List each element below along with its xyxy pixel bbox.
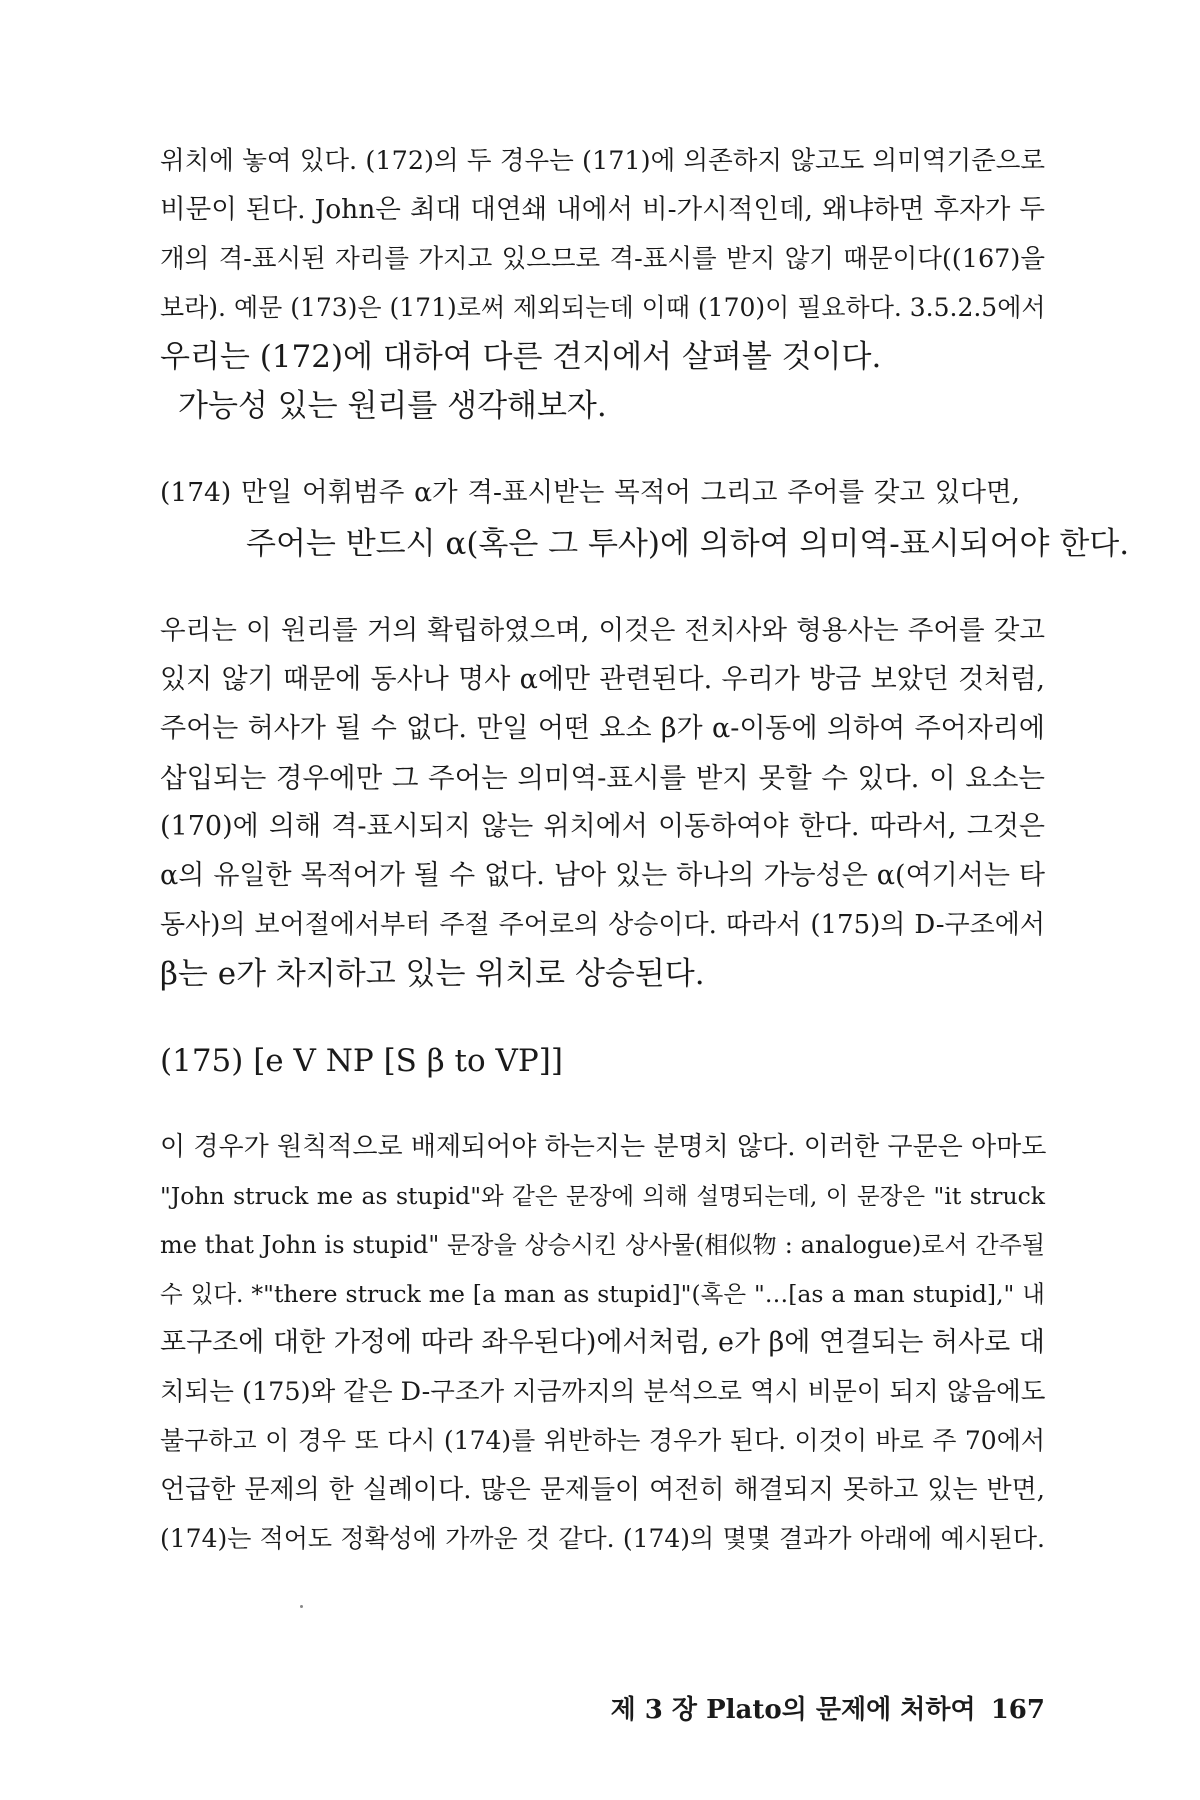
body-line: 우리는 이 원리를 거의 확립하였으며, 이것은 전치사와 형용사는 주어를 갖고 (160, 615, 1045, 646)
page-footer (600, 1693, 1045, 1727)
body-line: 수 있다. *"there struck me [a man as stupid]"(혹은 "…[as a man stupid]," 내 (160, 1280, 1045, 1308)
example-174-line: 주어는 반드시 α(혹은 그 투사)에 의하여 의미역-표시되어야 한다. (246, 526, 1130, 562)
body-line: α의 유일한 목적어가 될 수 없다. 남아 있는 하나의 가능성은 α(여기서는 타 (160, 860, 1045, 891)
body-line: me that John is stupid" 문장을 상승시킨 상사물(相似物 : analogue)로서 간주될 (160, 1231, 1045, 1259)
body-line: 보라). 예문 (173)은 (171)로써 제외되는데 이때 (170)이 필요하다. 3.5.2.5에서 (160, 293, 1046, 322)
body-line: 주어는 허사가 될 수 없다. 만일 어떤 요소 β가 α-이동에 의하여 주어자리에 (160, 713, 1045, 744)
body-line: 위치에 놓여 있다. (172)의 두 경우는 (171)에 의존하지 않고도 의미역기준으로 (160, 146, 1045, 176)
body-line: (170)에 의해 격-표시되지 않는 위치에서 이동하여야 한다. 따라서, 그것은 (160, 811, 1045, 842)
body-line: 있지 않기 때문에 동사나 명사 α에만 관련된다. 우리가 방금 보았던 것처럼, (160, 664, 1045, 695)
body-line: 치되는 (175)와 같은 D-구조가 지금까지의 분석으로 역시 비문이 되지 않음에도 (160, 1377, 1046, 1407)
body-line: 불구하고 이 경우 또 다시 (174)를 위반하는 경우가 된다. 이것이 바로 주 70에서 (160, 1426, 1045, 1455)
body-line: β는 e가 차지하고 있는 위치로 상승된다. (160, 956, 705, 992)
body-line: 비문이 된다. John은 최대 대연쇄 내에서 비-가시적인데, 왜냐하면 후자가 두 (160, 194, 1045, 225)
example-175: (175) [e V NP [S β to VP]] (160, 1043, 563, 1079)
body-line: 이 경우가 원칙적으로 배제되어야 하는지는 분명치 않다. 이러한 구문은 아마도 (160, 1132, 1047, 1162)
body-line: (174)는 적어도 정확성에 가까운 것 같다. (174)의 몇몇 결과가 아래에 예시된다. (160, 1524, 1045, 1553)
body-line: "John struck me as stupid"와 같은 문장에 의해 설명되는데, 이 문장은 "it struck (160, 1182, 1045, 1210)
example-174-line: (174) 만일 어휘범주 α가 격-표시받는 목적어 그리고 주어를 갖고 있다면, (160, 477, 1020, 508)
body-line: 우리는 (172)에 대하여 다른 견지에서 살펴볼 것이다. (160, 339, 882, 375)
body-line: 개의 격-표시된 자리를 가지고 있으므로 격-표시를 받지 않기 때문이다((167)을 (160, 244, 1045, 274)
body-line: 동사)의 보어절에서부터 주절 주어로의 상승이다. 따라서 (175)의 D-구조에서 (160, 910, 1045, 940)
body-line: 포구조에 대한 가정에 따라 좌우된다)에서처럼, e가 β에 연결되는 허사로 대 (160, 1327, 1045, 1358)
speck (300, 1605, 303, 1608)
page-number: 167 (990, 1695, 1045, 1725)
body-line: 가능성 있는 원리를 생각해보자. (178, 388, 607, 424)
body-line: 언급한 문제의 한 실례이다. 많은 문제들이 여전히 해결되지 못하고 있는 반면, (160, 1475, 1045, 1505)
chapter-title: 제 3 장 Plato의 문제에 처하여 (610, 1695, 976, 1725)
body-line: 삽입되는 경우에만 그 주어는 의미역-표시를 받지 못할 수 있다. 이 요소는 (160, 762, 1045, 794)
